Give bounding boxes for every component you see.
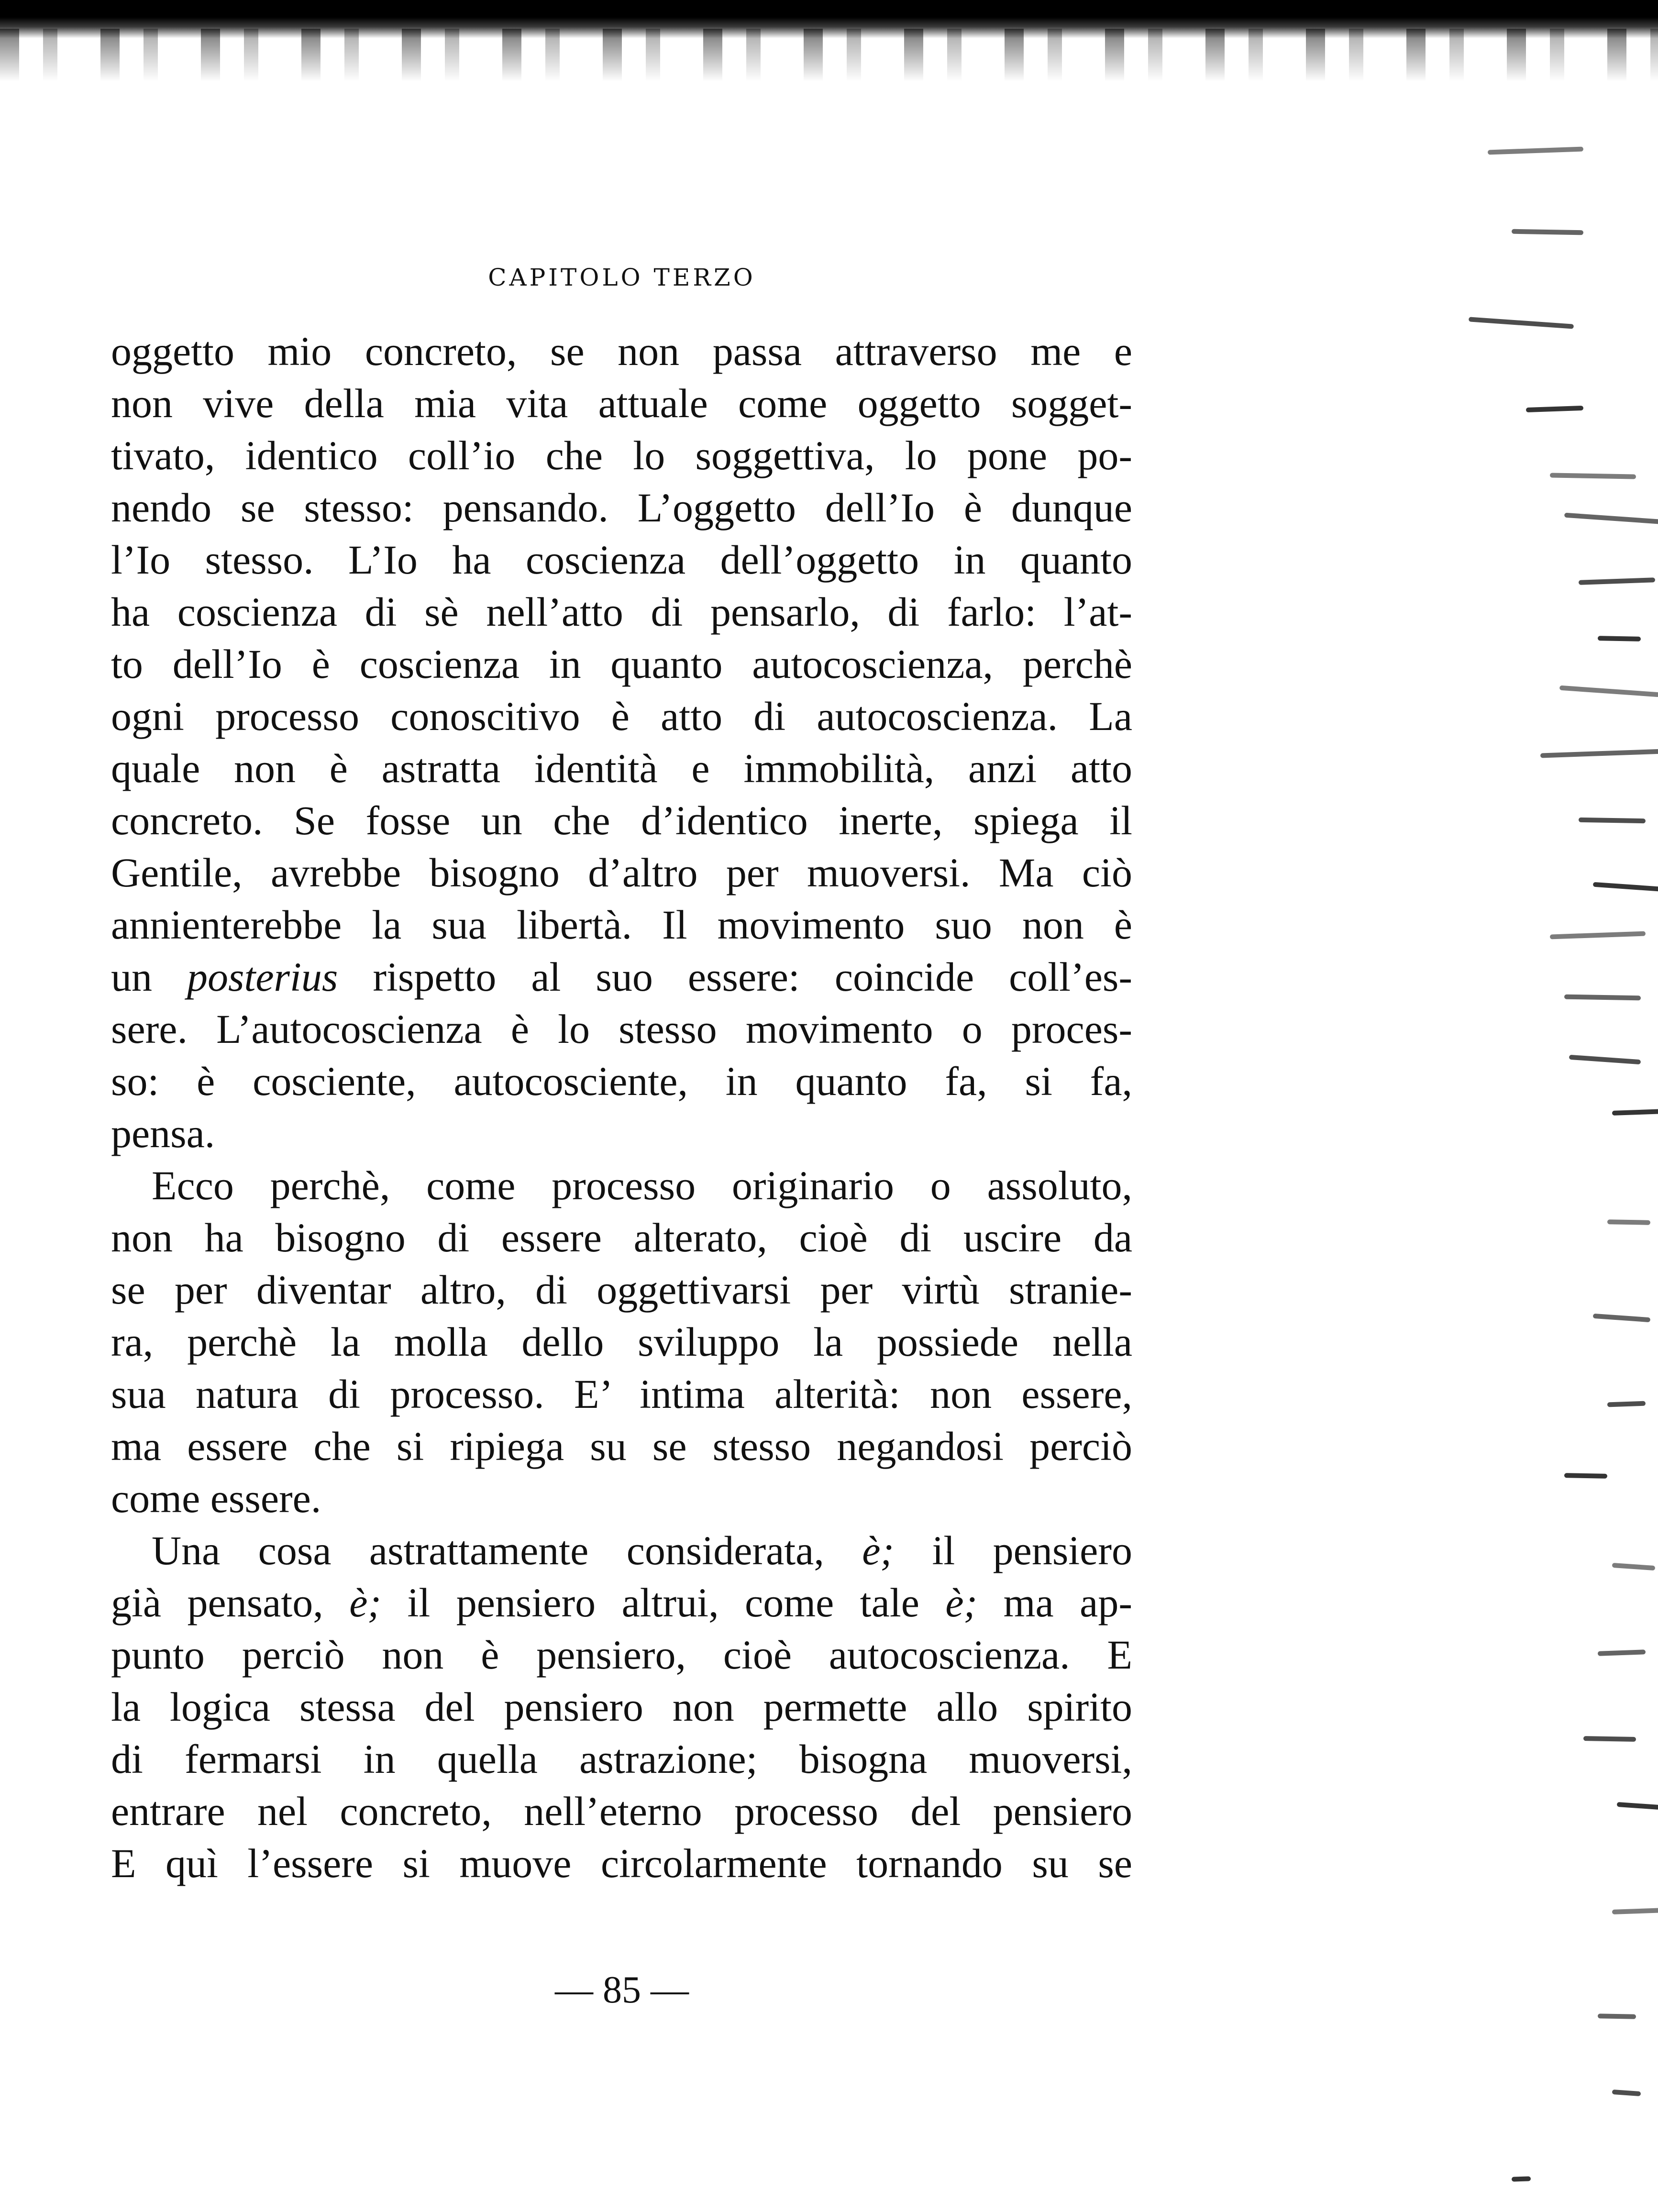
text-line	[111, 1525, 1132, 1577]
text-line: se per diventar altro, di oggettivarsi per virtù stranie-	[111, 1267, 1132, 1313]
paragraph-1	[111, 325, 1132, 1160]
text-line: sere. L’autocoscienza è lo stesso movimento o proces-	[111, 1006, 1132, 1052]
text-segment: Una cosa astrattamente considerata,	[152, 1527, 862, 1573]
text-line: sua natura di processo. E’ intima alterità: non essere,	[111, 1371, 1132, 1417]
paragraph-3	[111, 1525, 1132, 1890]
text-line: ra, perchè la molla dello sviluppo la possiede nella	[111, 1319, 1132, 1365]
scan-mark	[1579, 818, 1646, 823]
scan-mark	[1579, 577, 1655, 585]
text-line	[111, 1577, 1132, 1629]
text-line: come essere.	[111, 1475, 321, 1521]
scan-mark	[1512, 229, 1583, 235]
text-line: to dell’Io è coscienza in quanto autocoscienza, perchè	[111, 641, 1132, 687]
text-line: E quì l’essere si muove circolarmente tornando su se	[111, 1840, 1132, 1886]
scan-mark	[1564, 1473, 1607, 1479]
scan-mark	[1540, 749, 1658, 758]
text-line: oggetto mio concreto, se non passa attraverso me e	[111, 328, 1132, 374]
scan-mark	[1564, 513, 1658, 526]
scan-mark	[1617, 1802, 1658, 1810]
scan-mark	[1488, 147, 1583, 155]
text-line: entrare nel concreto, nell’eterno processo del pensiero	[111, 1788, 1132, 1834]
text-segment: il pensiero altrui, come tale	[381, 1580, 946, 1626]
page-body	[111, 325, 1132, 1890]
italic-term: è;	[349, 1580, 382, 1626]
scan-mark	[1598, 2013, 1636, 2019]
text-line: ma essere che si ripiega su se stesso negandosi perciò	[111, 1423, 1132, 1469]
scan-mark	[1550, 931, 1646, 940]
text-line: annienterebbe la sua libertà. Il movimento suo non è	[111, 902, 1132, 948]
text-line: concreto. Se fosse un che d’identico inerte, spiega il	[111, 797, 1132, 843]
scan-top-edge-texture	[0, 29, 1658, 81]
text-line: punto perciò non è pensiero, cioè autocoscienza. E	[111, 1632, 1132, 1678]
text-line: non ha bisogno di essere alterato, cioè di uscire da	[111, 1215, 1132, 1261]
text-line: non vive della mia vita attuale come oggetto sogget-	[111, 380, 1132, 426]
text-line: l’Io stesso. L’Io ha coscienza dell’oggetto in quanto	[111, 537, 1132, 583]
italic-term: è;	[945, 1580, 978, 1626]
page-number: — 85 —	[555, 1969, 689, 2011]
scan-mark	[1612, 2090, 1641, 2096]
text-segment: ma ap-	[977, 1580, 1132, 1626]
text-line: Ecco perchè, come processo originario o assoluto,	[152, 1162, 1132, 1208]
scan-mark	[1469, 317, 1574, 329]
scan-mark	[1512, 2176, 1531, 2181]
text-line: ogni processo conoscitivo è atto di autocoscienza. La	[111, 693, 1132, 739]
scan-mark	[1598, 636, 1641, 641]
scan-mark	[1564, 995, 1641, 1001]
text-line: tivato, identico coll’io che lo soggettiva, lo pone po-	[111, 432, 1132, 478]
scan-mark	[1598, 1649, 1646, 1656]
scan-mark	[1559, 686, 1658, 697]
scan-mark	[1593, 1314, 1650, 1322]
scan-right-edge	[1454, 72, 1658, 2212]
text-line: pensa.	[111, 1110, 215, 1156]
scan-mark	[1607, 1401, 1646, 1407]
scan-mark	[1593, 882, 1658, 893]
scan-mark	[1550, 473, 1636, 479]
text-line: la logica stessa del pensiero non permette allo spirito	[111, 1684, 1132, 1730]
text-line	[111, 951, 1132, 1003]
scan-mark	[1612, 1109, 1658, 1116]
text-segment: il pensiero	[894, 1527, 1132, 1573]
scan-mark	[1612, 1563, 1655, 1571]
paragraph-2	[111, 1160, 1132, 1525]
text-segment: rispetto al suo essere: coincide coll’es-	[338, 954, 1132, 1000]
scan-mark	[1583, 1736, 1636, 1742]
text-segment: già pensato,	[111, 1580, 350, 1626]
text-line: nendo se stesso: pensando. L’oggetto dell’Io è dunque	[111, 485, 1132, 531]
italic-term: è;	[862, 1527, 895, 1573]
running-title: CAPITOLO TERZO	[488, 264, 756, 291]
text-line: so: è cosciente, autocosciente, in quanto fa, si fa,	[111, 1058, 1132, 1104]
scan-mark	[1607, 1219, 1650, 1225]
scan-mark	[1612, 1908, 1658, 1914]
text-segment: un	[111, 954, 187, 1000]
text-line: Gentile, avrebbe bisogno d’altro per muoversi. Ma ciò	[111, 850, 1132, 896]
text-line: di fermarsi in quella astrazione; bisogna muoversi,	[111, 1736, 1132, 1782]
scan-mark	[1569, 1055, 1641, 1064]
text-line: ha coscienza di sè nell’atto di pensarlo, di farlo: l’at-	[111, 589, 1132, 635]
italic-term: posterius	[187, 954, 338, 1000]
text-line: quale non è astratta identità e immobilità, anzi atto	[111, 745, 1132, 791]
scan-mark	[1526, 406, 1583, 412]
